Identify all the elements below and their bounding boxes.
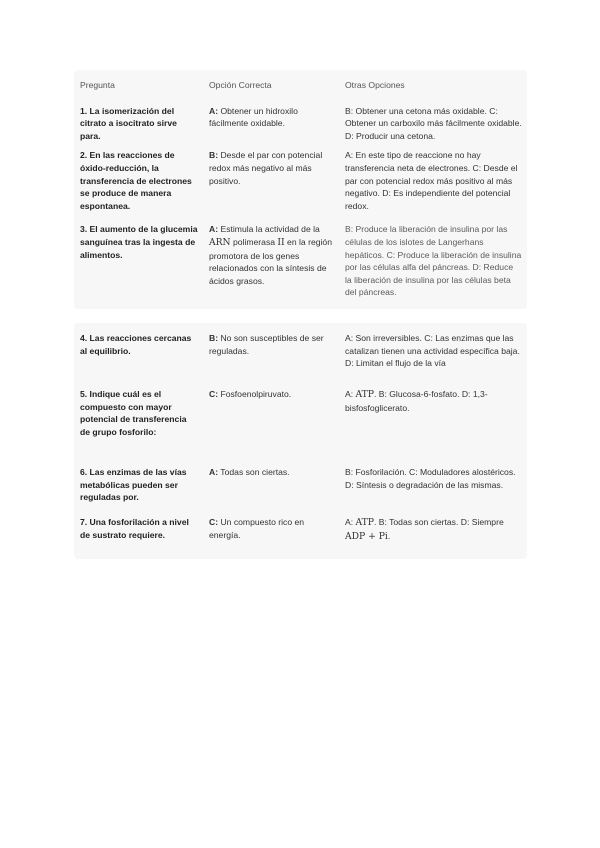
correct-text: Obtener un hidroxilo fácilmente oxidable. bbox=[209, 105, 298, 129]
correct-label: C: bbox=[209, 516, 219, 527]
table-header bbox=[74, 70, 527, 102]
correct-text: Desde el par con potencial redox más negativo al más positivo. bbox=[209, 150, 323, 186]
header-others: Otras Opciones bbox=[345, 80, 405, 90]
correct-text-mid: polimerasa bbox=[230, 236, 278, 247]
math-atp: ATP bbox=[355, 388, 374, 400]
correct-cell bbox=[203, 329, 339, 385]
correct-label: B: bbox=[209, 150, 219, 161]
math-arn: ARN bbox=[209, 236, 231, 248]
question-cell: 4. Las reacciones cercanas al equilibrio. bbox=[80, 332, 192, 356]
header-correct: Opción Correcta bbox=[209, 80, 272, 90]
question-cell: 2. En las reacciones de óxido-reducción, la transferencia de electrones se produce de manera espontanea. bbox=[80, 150, 192, 211]
header-question: Pregunta bbox=[80, 80, 115, 90]
others-cell: B: Obtener una cetona más oxidable. C: Obtener un carboxilo más fácilmente oxidable. D: Producir una cetona. bbox=[345, 105, 522, 141]
correct-cell bbox=[203, 146, 339, 220]
table-row bbox=[74, 146, 527, 220]
correct-label: A: bbox=[209, 224, 219, 235]
correct-label: A: bbox=[209, 105, 219, 116]
question-cell: 6. Las enzimas de las vías metabólicas pueden ser reguladas por. bbox=[80, 466, 187, 503]
table-block-2 bbox=[74, 323, 527, 559]
table-row bbox=[74, 463, 527, 513]
others-text-mid: . B: Todas son ciertas. D: Siempre bbox=[373, 516, 504, 527]
correct-label: A: bbox=[209, 466, 219, 477]
quiz-table bbox=[74, 70, 527, 559]
table-block-1 bbox=[74, 70, 527, 309]
correct-label: B: bbox=[209, 332, 219, 343]
others-cell: B: Produce la liberación de insulina por las células de los islotes de Langerhans hepáticos. C: Produce la liberación de insulina por las células alfa del páncreas. D: Reduce la liberación de insulina por las células beta del páncreas. bbox=[345, 224, 522, 298]
table-row bbox=[74, 220, 527, 303]
others-text-post: . bbox=[387, 530, 391, 541]
correct-cell bbox=[203, 102, 339, 147]
others-text-post: . B: Glucosa-6-fosfato. D: 1,3-bisfosfoglicerato. bbox=[345, 388, 488, 413]
correct-label: C: bbox=[209, 388, 219, 399]
correct-text-pre: Estimula la actividad de la bbox=[218, 224, 320, 235]
correct-cell bbox=[203, 513, 339, 553]
correct-text-post: en la región promotora de los genes relacionados con la síntesis de ácidos grasos. bbox=[209, 236, 332, 286]
table-row bbox=[74, 102, 527, 147]
table-row bbox=[74, 323, 527, 385]
math-ii: II bbox=[277, 236, 285, 248]
correct-text: No son susceptibles de ser reguladas. bbox=[209, 332, 324, 356]
others-text-pre: A: bbox=[345, 388, 356, 399]
table-row bbox=[74, 385, 527, 463]
correct-cell bbox=[203, 220, 339, 303]
correct-text: Fosfoenolpiruvato. bbox=[218, 388, 292, 399]
others-cell bbox=[339, 513, 527, 553]
question-cell: 1. La isomerización del citrato a isocitrato sirve para. bbox=[80, 105, 177, 141]
table-row bbox=[74, 513, 527, 553]
math-atp: ATP bbox=[355, 516, 374, 528]
others-cell: B: Fosforilación. C: Moduladores alostéricos. D: Síntesis o degradación de las mismas. bbox=[345, 466, 516, 490]
others-text-pre: A: bbox=[345, 516, 356, 527]
math-adp-pi: ADP + Pi bbox=[345, 530, 388, 542]
question-cell: 7. Una fosforilación a nivel de sustrato requiere. bbox=[80, 516, 189, 540]
question-cell: 3. El aumento de la glucemia sanguínea tras la ingesta de alimentos. bbox=[80, 224, 198, 260]
correct-cell bbox=[203, 385, 339, 463]
others-cell: A: En este tipo de reaccione no hay transferencia neta de electrones. C: Desde el par con potencial redox más positivo al más negativo. D: Es independiente del potencial redox. bbox=[345, 150, 518, 211]
question-cell: 5. Indique cuál es el compuesto con mayor potencial de transferencia de grupo fosforilo: bbox=[80, 388, 187, 437]
correct-text: Un compuesto rico en energía. bbox=[209, 516, 305, 540]
correct-text: Todas son ciertas. bbox=[218, 466, 290, 477]
others-cell bbox=[339, 385, 527, 463]
others-cell: A: Son irreversibles. C: Las enzimas que las catalizan tienen una actividad específica baja. D: Limitan el flujo de la vía bbox=[345, 332, 520, 369]
correct-cell bbox=[203, 463, 339, 513]
